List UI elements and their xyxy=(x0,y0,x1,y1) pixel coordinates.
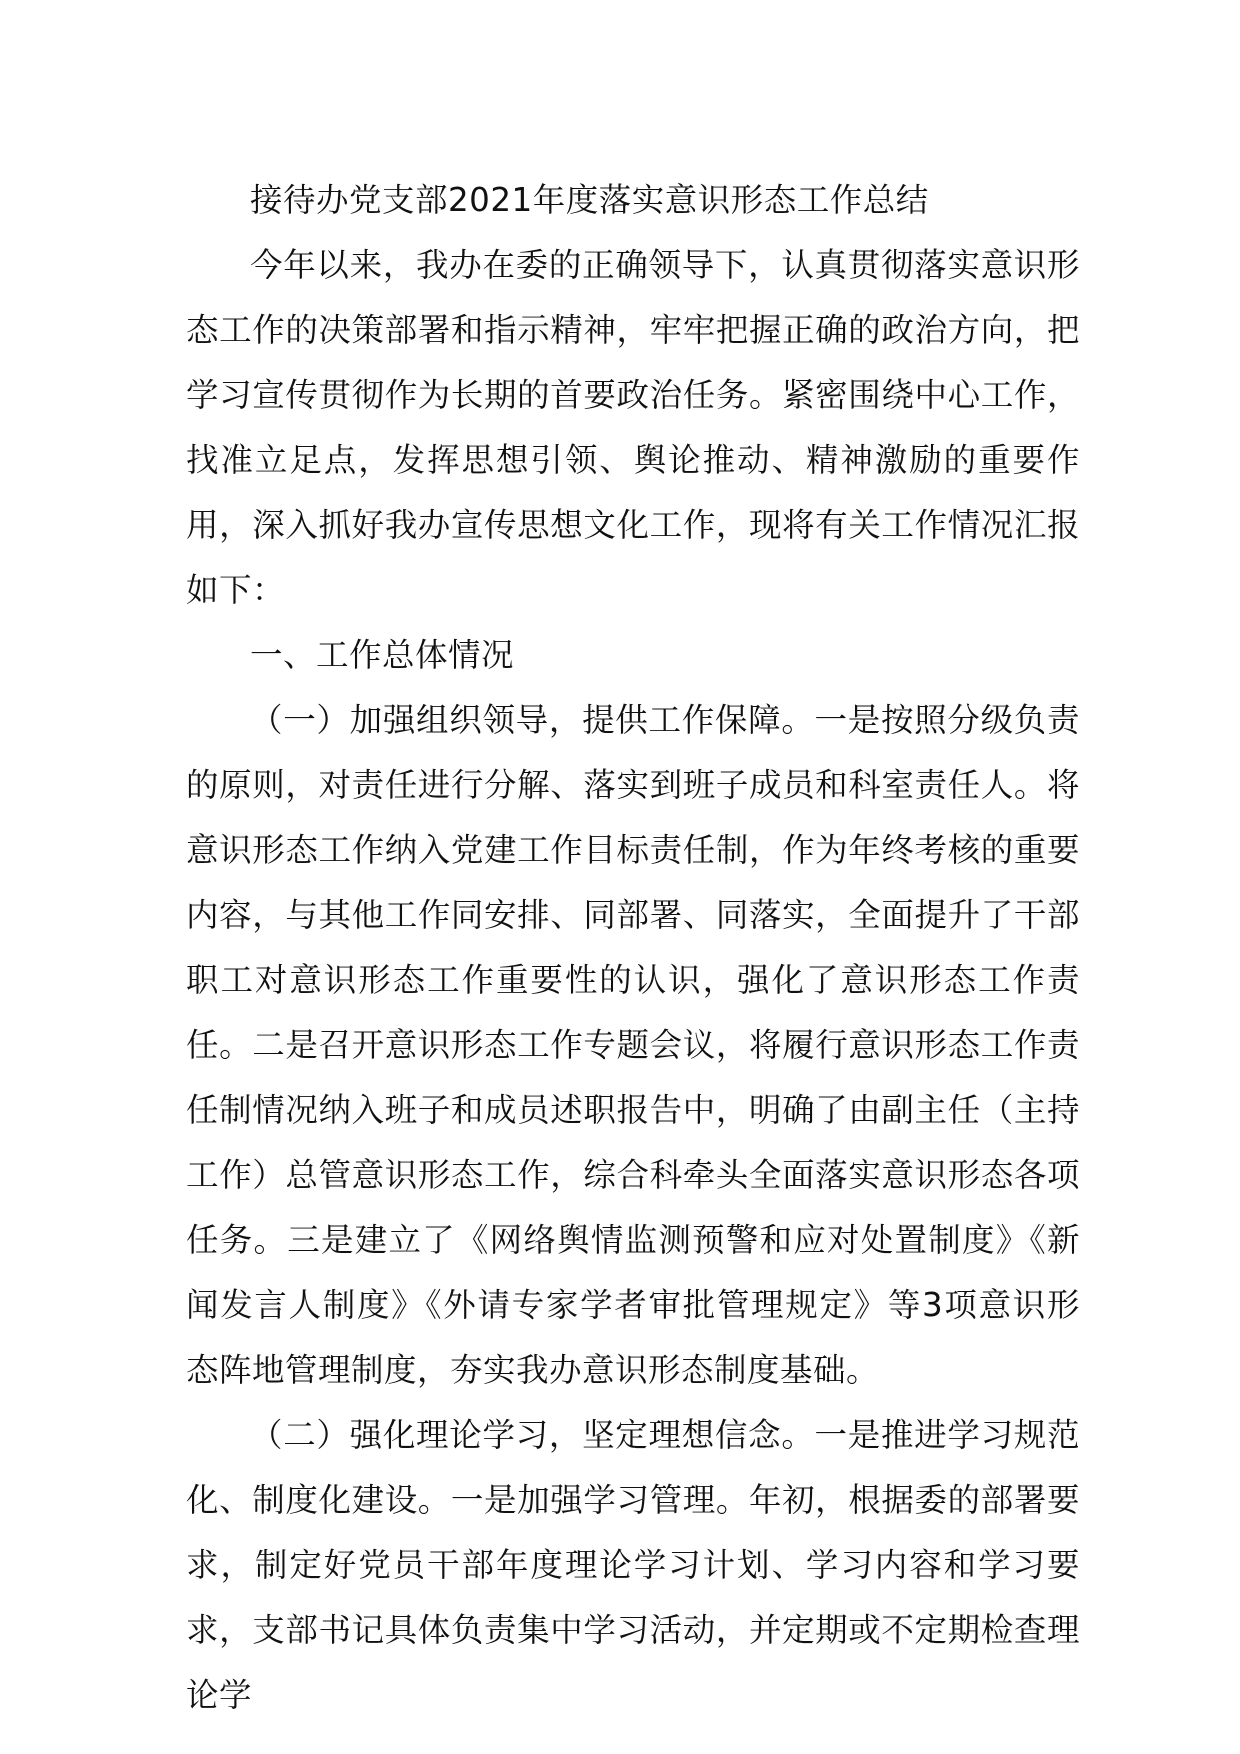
intro-paragraph: 今年以来，我办在委的正确领导下，认真贯彻落实意识形态工作的决策部署和指示精神，牢牢把握正确的政治方向，把学习宣传贯彻作为长期的首要政治任务。紧密围绕中心工作，找准立足点，发挥思想引领、舆论推动、精神激励的重要作用，深入抓好我办宣传思想文化工作，现将有关工作情况汇报如下： xyxy=(186,246,1080,609)
document-title: 接待办党支部2021年度落实意识形态工作总结 xyxy=(250,181,929,219)
section-heading: 一、工作总体情况 xyxy=(250,636,515,674)
paragraph-organization-leadership: （一）加强组织领导，提供工作保障。一是按照分级负责的原则，对责任进行分解、落实到班子成员和科室责任人。将意识形态工作纳入党建工作目标责任制，作为年终考核的重要内容，与其他工作同安排、同部署、同落实，全面提升了干部职工对意识形态工作重要性的认识，强化了意识形态工作责任。二是召开意识形态工作专题会议，将履行意识形态工作责任制情况纳入班子和成员述职报告中，明确了由副主任（主持工作）总管意识形态工作，综合科牵头全面落实意识形态各项任务。三是建立了《网络舆情监测预警和应对处置制度》《新闻发言人制度》《外请专家学者审批管理规定》等3项意识形态阵地管理制度，夯实我办意识形态制度基础。 xyxy=(186,701,1080,1389)
paragraph-theory-study: （二）强化理论学习，坚定理想信念。一是推进学习规范化、制度化建设。一是加强学习管理。年初，根据委的部署要求，制定好党员干部年度理论学习计划、学习内容和学习要求，支部书记具体负责集中学习活动，并定期或不定期检查理论学 xyxy=(186,1416,1080,1714)
document-body xyxy=(186,168,1080,1728)
